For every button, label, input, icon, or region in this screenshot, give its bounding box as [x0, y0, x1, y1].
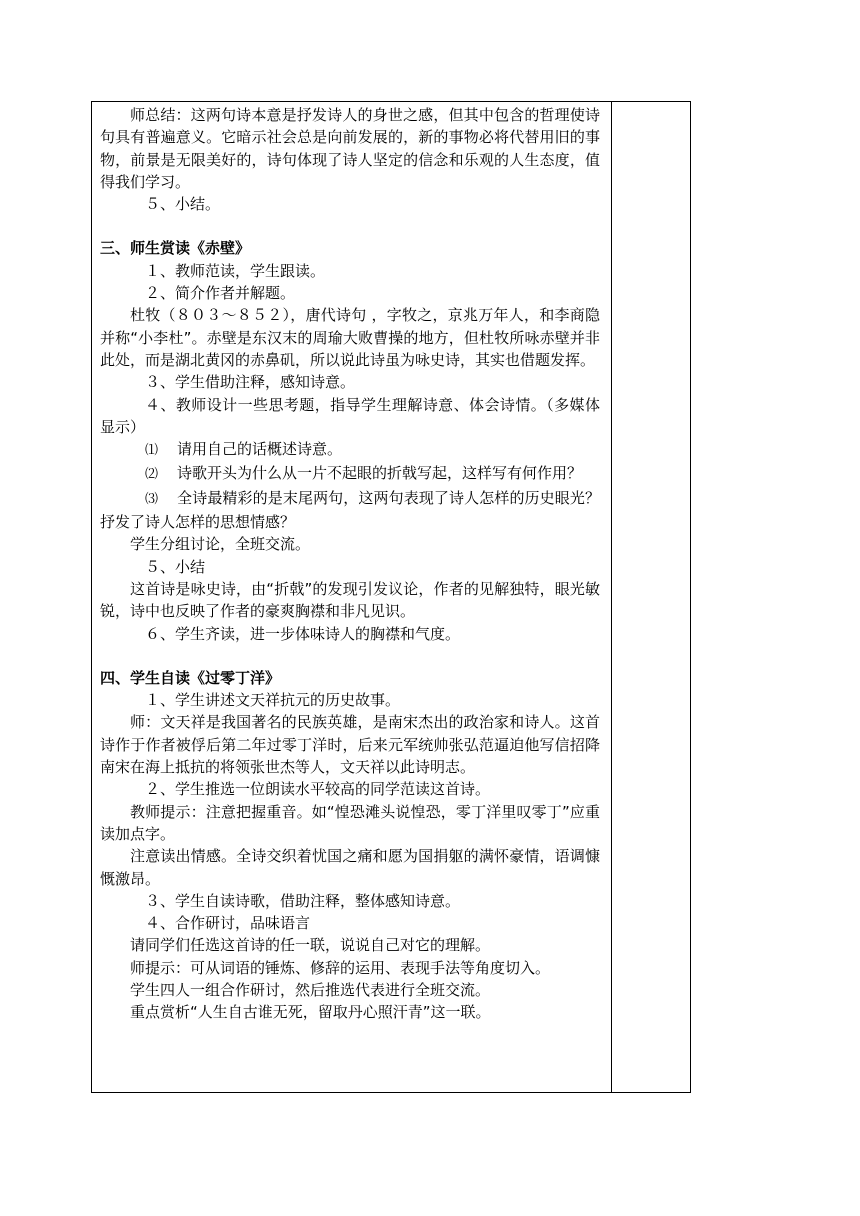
- teacher-summary: 师总结：这两句诗本意是抒发诗人的身世之感，但其中包含的哲理使诗句具有普遍意义。它暗示社会总是向前发展的，新的事物必将代替用旧的事物，前景是无限美好的，诗句体现了诗人坚定的信念和乐观的人生态度，值得我们学习。: [100, 106, 600, 191]
- step-paragraph: ４、教师设计一些思考题，指导学生理解诗意、体会诗情。（多媒体显示）: [100, 395, 600, 436]
- summary-step: ５、小结。: [145, 195, 221, 214]
- step-paragraph: ２、学生推选一位朗读水平较高的同学范读这首诗。: [145, 780, 491, 799]
- section-heading: 四、学生自读《过零丁洋》: [100, 668, 281, 687]
- question-text: 诗歌开头为什么从一片不起眼的折戟写起，这样写有何作用？: [177, 464, 583, 483]
- body-paragraph: 学生四人一组合作研讨，然后推选代表进行全班交流。: [130, 980, 491, 999]
- body-paragraph: 教师提示：注意把握重音。如“惶恐滩头说惶恐，零丁洋里叹零丁”应重读加点字。: [100, 802, 600, 843]
- step-paragraph: ２、简介作者并解题。: [145, 284, 296, 303]
- section-heading: 三、师生赏读《赤壁》: [100, 239, 251, 258]
- body-paragraph: 学生分组讨论，全班交流。: [130, 535, 311, 554]
- body-paragraph: 请同学们任选这首诗的任一联，说说自己对它的理解。: [130, 936, 491, 955]
- body-paragraph: 师提示：可从词语的锤炼、修辞的运用、表现手法等角度切入。: [130, 958, 551, 977]
- question-number: ⑶: [145, 491, 159, 507]
- question-item: [100, 462, 600, 486]
- question-text: 请用自己的话概述诗意。: [177, 440, 343, 459]
- question-text: 全诗最精彩的是末尾两句，这两句表现了诗人怎样的历史眼光？抒发了诗人怎样的思想情感？: [100, 488, 600, 532]
- question-item: [100, 438, 600, 462]
- question-number: ⑵: [145, 467, 159, 483]
- step-paragraph: ６、学生齐读，进一步体味诗人的胸襟和气度。: [145, 624, 461, 643]
- lesson-table: [91, 101, 691, 1093]
- step-paragraph: ５、小结: [145, 557, 206, 576]
- step-paragraph: １、教师范读，学生跟读。: [145, 261, 326, 280]
- body-paragraph: 这首诗是咏史诗，由“折戟”的发现引发议论，作者的见解独特，眼光敏锐，诗中也反映了作者的豪爽胸襟和非凡见识。: [100, 579, 600, 621]
- spacer: [100, 215, 600, 237]
- author-intro: 杜牧（８０３～８５２），唐代诗句 ，字牧之，京兆万年人，和李商隐并称“小李杜”。赤壁是东汉末的周瑜大败曹操的地方，但杜牧所咏赤壁并非此处，而是湖北黄冈的赤鼻矶，所以说此诗虽为咏史诗，其实也借题发挥。: [100, 306, 600, 369]
- question-item: [100, 487, 600, 534]
- body-paragraph: 重点赏析“人生自古谁无死，留取丹心照汗青”这一联。: [130, 1003, 491, 1022]
- step-paragraph: １、学生讲述文天祥抗元的历史故事。: [145, 691, 401, 710]
- step-paragraph: ４、合作研讨，品味语言: [145, 914, 311, 933]
- spacer: [100, 645, 600, 667]
- question-number: ⑴: [145, 443, 159, 459]
- body-paragraph: 师：文天祥是我国著名的民族英雄，是南宋杰出的政治家和诗人。这首诗作于作者被俘后第二年过零丁洋时，后来元军统帅张弘范逼迫他写信招降南宋在海上抵抗的将领张世杰等人，文天祥以此诗明志。: [100, 713, 600, 777]
- step-paragraph: ３、学生自读诗歌，借助注释，整体感知诗意。: [145, 891, 461, 910]
- step-paragraph: ３、学生借助注释，感知诗意。: [145, 373, 356, 392]
- main-column: [100, 104, 600, 1024]
- notes-column: [612, 102, 690, 1092]
- body-paragraph: 注意读出情感。全诗交织着忧国之痛和愿为国捐躯的满怀豪情，语调慷慨激昂。: [100, 847, 600, 888]
